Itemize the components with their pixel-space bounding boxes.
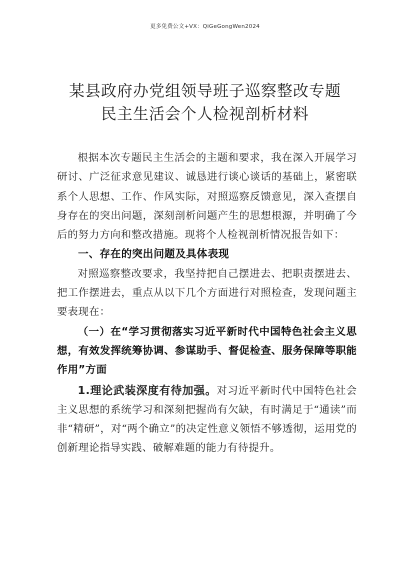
document-body (57, 149, 357, 459)
point-1-lead: 1.理论武装深度有待加强。 (77, 383, 217, 397)
section-heading-1: 一、存在的突出问题及具体表现 (78, 248, 230, 261)
subsection-heading-1: （一）在“学习贯彻落实习近平新时代中国特色社会主义思想，有效发挥统筹协调、参谋助手、督促检查、服务保障等职能作用”方面 (57, 325, 357, 377)
intro-paragraph: 根据本次专题民主生活会的主题和要求，我在深入开展学习研讨、广泛征求意见建议、诚恳进行谈心谈话的基础上，紧密联系个人思想、工作、作风实际，对照巡察反馈意见，深入查摆自身存在的突出问题，深刻剖析问题产生的思想根源，并明确了今后的努力方向和整改措施。现将个人检视剖析情况报告如下： (57, 152, 357, 242)
point-1-paragraph (57, 381, 357, 459)
document-title-line1: 某县政府办党组领导班子巡察整改专题 (68, 82, 341, 100)
watermark-text: 更多免费公文+VX：QiGeGongWen2024 (150, 24, 260, 30)
document-title-line2: 民主生活会个人检视剖析材料 (100, 105, 309, 123)
section-1-paragraph: 对照巡察整改要求，我坚持把自己摆进去、把职责摆进去、把工作摆进去，重点从以下几个方面进行对照检查，发现问题主要表现在： (57, 267, 357, 319)
point-1-text: 对习近平新时代中国特色社会主义思想的系统学习和深刻把握尚有欠缺，有时满足于“通读”而非“精研”，对“两个确立”的决定性意义领悟不够透彻，运用党的创新理论指导实践、破解难题的能力有待提升。 (57, 384, 357, 455)
